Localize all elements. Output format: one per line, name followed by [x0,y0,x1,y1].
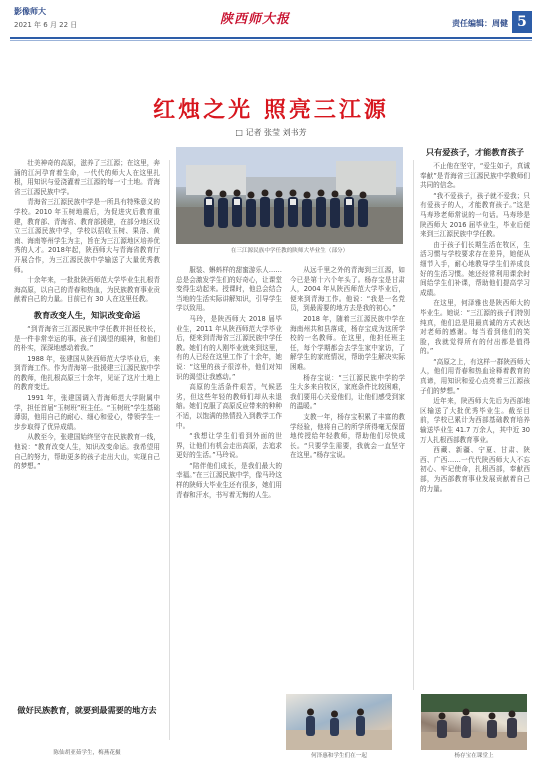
classroom-scene-2 [421,694,527,750]
column-divider [169,160,170,740]
paragraph: 马玲，是陕西师大 2018 届毕业生，2011 年从陕西师范大学毕业后，便来到青海省三江源民族中学任教。她们有的人刚毕业就来到这里，有的人已经在这里工作了十余年，她说：“这里的孩子很淳朴，他们对知识的渴望让我感动。” [176,314,282,381]
paragraph: “高原之上，有这样一群陕西师大人，他们用青春和热血诠释着教育的真谛，用知识和爱心点亮着三江源孩子们的梦想。” [420,357,530,395]
paragraph: 服装、蝌蚪样的甜蜜游乐人……总是会激发学生们的好奇心，让课堂变得生动起来。授课时，他总会结合当地的生活实际讲解知识，引导学生学以致用。 [176,266,282,313]
group-photo-scene [176,147,403,244]
paragraph: 支教一年，杨存宝积累了丰富的教学经验，他将自己的所学所得毫无保留地传授给年轻教师，帮助他们尽快成长。“只要学生需要，我就会一直坚守在这里。”杨存宝说。 [290,412,405,460]
header-rule-thin [10,40,532,41]
paragraph: “到青海省三江源民族中学任教并担任校长，是一件非常幸运的事。孩子们渴望的眼神，和他们的朴实，深深地感动着我。” [14,324,160,353]
right-middle-column [290,266,405,686]
paragraph: 西藏、新疆、宁夏、甘肃、陕西、广西……一代代陕西师大人不忘初心、牢记使命，扎根西部，奉献西部，为西部教育事业发展贡献着自己的力量。 [420,446,530,493]
paragraph: 十余年来，一批批陕西师范大学毕业生扎根青海高原，以自己的青春和热血，为民族教育事业贡献着自己的力量。目前已有 30 人在这里任教。 [14,276,160,304]
newspaper-logo: 陕西师大报 [220,12,291,27]
page-number: 5 [512,11,532,33]
classroom-photo-2 [421,694,527,750]
header-left [14,6,144,30]
paragraph: “我不爱孩子，孩子就不爱我；只有爱孩子的人，才能教育孩子。”这是马寿珍老师常说的一句话。马寿珍是陕西师大 2016 届毕业生，毕业后便来到三江源民族中学任教。 [420,191,530,239]
photo-caption-middle: 何泽惠和学生们在一起 [311,753,367,759]
page-header [0,0,542,56]
paragraph: 从远千里之外的青海到三江源，如今已是第十六个年头了。杨存宝是甘肃人，2004 年从陕西师范大学毕业后，便来到青海工作。他说：“我是一名党员，到最需要的地方去是我的初心。” [290,266,405,313]
column-divider [413,160,414,690]
classroom-scene-1 [286,694,392,750]
section-subhead: 只有爱孩子，才能教育孩子 [425,147,525,157]
classroom-photo-1 [286,694,392,750]
paragraph: 2018 年，随着三江源民族中学在海南州共和县落成，杨存宝成为这所学校的一名教师。在这里，他担任班主任，每个学期都会去学生家中家访，了解学生的家庭情况，帮助学生解决实际困难。 [290,314,405,371]
header-rule [10,37,532,39]
group-photo-caption: 在三江源民族中学任教的陕师大毕业生（部分） [230,248,349,254]
column-name: 影像师大 [14,7,46,16]
left-column [14,159,160,739]
paragraph: 从教至今，张建国始终坚守在民族教育一线，他说：“教育改变人生，知识改变命运。我希望用自己的努力，帮助更多的孩子走出大山，实现自己的梦想。” [14,433,160,471]
right-column [420,147,530,687]
paragraph: 由于孩子们长期生活在牧区，生活习惯与学校要求存在差异，她便从细节入手，耐心地教导学生们养成良好的生活习惯。她还经常利用课余时间给学生们补课，帮助他们提高学习成绩。 [420,240,530,297]
paragraph: 近年来，陕西师大先后为西部地区输送了大批优秀毕业生。截至目前，学校已累计为西部基础教育培养输送毕业生 41.7 万余人，其中近 30 万人扎根西部教育事业。 [420,397,530,444]
issue-date: 2021 年 6 月 22 日 [14,21,78,29]
paragraph: 高原的生活条件艰苦，气候恶劣，但这些年轻的教师们却从未退缩。她们克服了高原反应带来的种种不适，以饱满的热情投入到教学工作中。 [176,383,282,430]
paragraph: 不止他在坚守，“爱生如子，真诚奉献”是青海省三江源民族中学教师们共同的信念。 [420,162,530,190]
paragraph: 1988 年，张建国从陕西师范大学毕业后，来到青海工作。作为青海第一批援建三江源民族中学的教师，他扎根高原三十余年，见证了这片土地上的教育变迁。 [14,354,160,392]
paragraph: 青海省三江源民族中学是一所具有特殊意义的学校。2010 年玉树地震后，为促进灾后教育重建，教育部、青海省、教育部援建，在部分地区设立三江源民族中学，学校以招收玉树、果洛、黄南、海南等州学生为主，旨在为三江源地区培养优秀的人才。2018年起，陕西师大与青海省教育厅开展合作，为三江源民族中学输送了大量优秀教师。 [14,198,160,274]
section-subhead-2: 做好民族教育，就要到最需要的地方去 [17,705,157,715]
headline: 红烛之光 照亮三江源 [153,97,389,123]
paragraph: 壮美神奇的高原，滋养了三江源；在这里，奔涌的江河孕育着生命，一代代的师大人在这里扎根，用知识与爱浇灌着三江源的每一寸土地。青海省三江源民族中学。 [14,159,160,196]
responsible-editor: 责任编辑：周健 [452,19,508,28]
byline: □ 记者 张莹 刘书芳 [235,128,307,137]
section-subhead: 教育改变人生，知识改变命运 [33,309,141,320]
photo-caption-left: 陈仙胡亚茹学生，梅燕花摄 [53,750,121,756]
paragraph: 在这里，何泽雅也是陕西师大的毕业生。她说：“三江源的孩子们特别纯真，他们总是用最真诚的方式表达对老师的感谢。每当看到他们的笑脸，我就觉得所有的付出都是值得的。” [420,299,530,356]
middle-column [176,266,282,686]
paragraph: “我想让学生们看到外面的世界，让他们有机会走出高原，去追求更好的生活。”马玲说。 [176,432,282,460]
photo-caption-right: 杨存宝在课堂上 [454,753,494,759]
paragraph: “陪伴他们成长，是我们最大的幸福。”在三江源民族中学，像马玲这样的陕师大毕业生还有很多，她们用青春和汗水，书写着无悔的人生。 [176,461,282,499]
group-photo [176,147,403,244]
paragraph: 1991 年，张建国调入青海师范大学附属中学，担任首届“玉树班”班主任。“玉树班”学生基础薄弱，他用自己的耐心、细心和爱心，带领学生一步步取得了优异成绩。 [14,394,160,431]
paragraph: 杨存宝说：“三江源民族中学的学生大多来自牧区，家庭条件比较困难，我们要用心关爱他们，让他们感受到家的温暖。” [290,373,405,411]
